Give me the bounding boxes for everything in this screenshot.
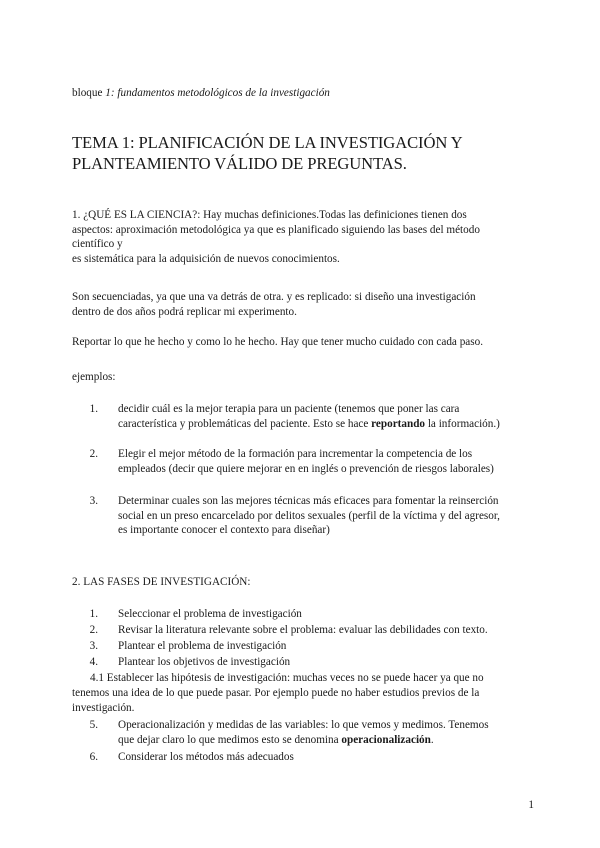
text-line <box>118 417 540 432</box>
list-text: Revisar la literatura relevante sobre el problema: evaluar las debilidades con texto. <box>118 624 488 636</box>
list-number: 2. <box>89 624 98 636</box>
title-line-2: PLANTEAMIENTO VÁLIDO DE PREGUNTAS. <box>72 154 407 173</box>
list-number: 6. <box>89 751 98 763</box>
paragraph-reportar: Reportar lo que he hecho y como lo he hecho. Hay que tener mucho cuidado con cada paso. <box>72 336 483 348</box>
bold-term: reportando <box>371 417 426 430</box>
page-title <box>72 132 532 174</box>
list-text: Considerar los métodos más adecuados <box>118 751 294 763</box>
paragraph-secuenciadas <box>72 290 532 319</box>
text-line: científico y <box>72 238 123 251</box>
text-span: . <box>430 733 434 746</box>
list-text: Plantear el problema de investigación <box>118 640 287 652</box>
text-line: dentro de dos años podrá replicar mi experimento. <box>72 305 297 318</box>
text-line: tenemos una idea de lo que puede pasar. Por ejemplo puede no haber estudios previos de la <box>72 687 480 700</box>
block-header <box>72 86 532 101</box>
text-span: que dejar claro lo que medimos esto se denomina <box>118 733 342 746</box>
list-number: 5. <box>89 719 98 731</box>
list-number: 3. <box>89 640 98 652</box>
block-prefix: bloque <box>72 87 103 99</box>
text-line: 1. ¿QUÉ ES LA CIENCIA?: Hay muchas definiciones.Todas las definiciones tienen dos <box>72 209 467 221</box>
text-line: Elegir el mejor método de la formación para incrementar la competencia de los <box>118 448 473 460</box>
list-number: 3. <box>89 495 98 507</box>
section-heading-fases: 2. LAS FASES DE INVESTIGACIÓN: <box>72 576 251 588</box>
paragraph-ejemplos: ejemplos: <box>72 371 116 383</box>
text-line: Determinar cuales son las mejores técnicas más eficaces para fomentar la reinserción <box>118 495 499 507</box>
page-number: 1 <box>528 799 534 811</box>
paragraph-ciencia <box>72 208 532 266</box>
text-line: 4.1 Establecer las hipótesis de investigación: muchas veces no se puede hacer ya que no <box>90 672 484 684</box>
text-line: decidir cuál es la mejor terapia para un paciente (tenemos que poner las cara <box>118 403 460 415</box>
text-span: la información.) <box>425 417 500 430</box>
text-line: empleados (decir que quiere mejorar en en inglés o prevención de riesgos laborales) <box>118 462 494 475</box>
phase-subitem-4-1 <box>72 671 532 717</box>
text-line: social en un preso encarcelado por delitos sexuales (perfil de la víctima y del agresor, <box>118 509 500 522</box>
text-line: aspectos: aproximación metodológica ya que es planificado siguiendo las bases del método <box>72 223 480 236</box>
text-line: es sistemática para la adquisición de nuevos conocimientos. <box>72 252 340 265</box>
text-line: Son secuenciadas, ya que una va detrás de otra. y es replicado: si diseño una investigación <box>72 291 476 303</box>
list-number: 4. <box>89 656 98 668</box>
list-text: Seleccionar el problema de investigación <box>118 608 302 620</box>
list-text: Plantear los objetivos de investigación <box>118 656 291 668</box>
block-title: 1: fundamentos metodológicos de la investigación <box>105 87 330 99</box>
text-span: característica y problemáticas del paciente. Esto se hace <box>118 417 372 430</box>
list-number: 1. <box>89 403 98 415</box>
title-line-1: TEMA 1: PLANIFICACIÓN DE LA INVESTIGACIÓN Y <box>72 133 463 152</box>
text-line: es importante conocer el contexto para diseñar) <box>118 524 330 537</box>
text-line <box>118 733 540 748</box>
text-line: Operacionalización y medidas de las variables: lo que vemos y medimos. Tenemos <box>118 719 489 731</box>
bold-term: operacionalización <box>341 733 431 746</box>
list-number: 1. <box>89 608 98 620</box>
list-number: 2. <box>89 448 98 460</box>
text-line: investigación. <box>72 702 135 715</box>
